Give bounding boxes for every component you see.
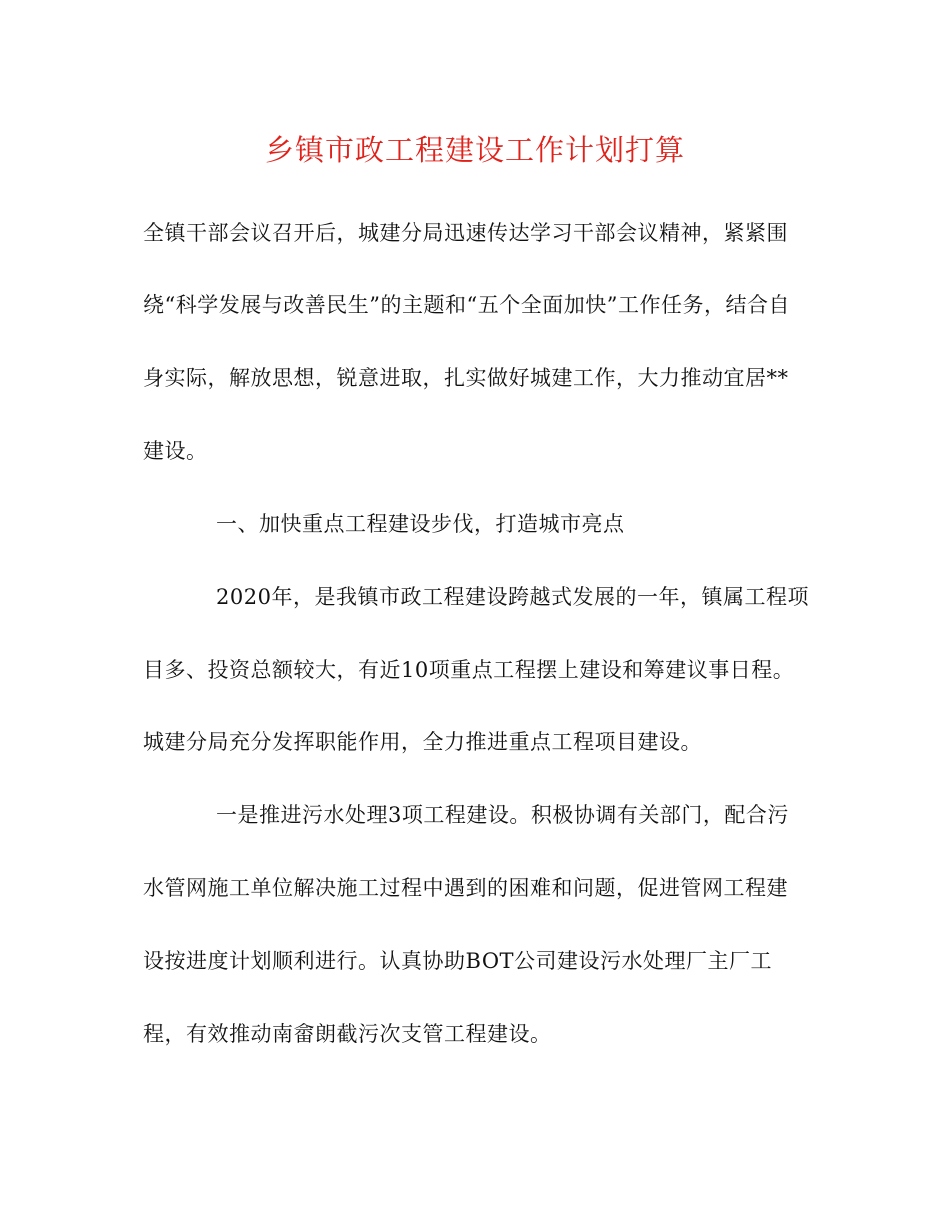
paragraph-line: 绕“科学发展与改善民生”的主题和“五个全面加快”工作任务，结合自 [143, 293, 790, 317]
paragraph-line: 一是推进污水处理3项工程建设。积极协调有关部门，配合污 [216, 803, 789, 827]
paragraph-line: 水管网施工单位解决施工过程中遇到的困难和问题，促进管网工程建 [143, 876, 788, 900]
section-heading: 一、加快重点工程建设步伐，打造城市亮点 [216, 512, 625, 536]
paragraph-line: 目多、投资总额较大，有近10项重点工程摆上建设和筹建议事日程。 [143, 658, 795, 682]
paragraph-line: 身实际，解放思想，锐意进取，扎实做好城建工作，大力推动宜居** [143, 366, 789, 390]
document-title: 乡镇市政工程建设工作计划打算 [264, 133, 685, 167]
paragraph-line: 设按进度计划顺利进行。认真协助BOT公司建设污水处理厂主厂工 [143, 949, 773, 973]
paragraph-line: 2020年，是我镇市政工程建设跨越式发展的一年，镇属工程项 [216, 585, 809, 609]
paragraph-line: 建设。 [143, 439, 208, 463]
paragraph-line: 全镇干部会议召开后，城建分局迅速传达学习干部会议精神，紧紧围 [143, 221, 788, 245]
paragraph-line: 程，有效推动南畲朗截污次支管工程建设。 [143, 1022, 552, 1046]
paragraph-line: 城建分局充分发挥职能作用，全力推进重点工程项目建设。 [143, 730, 702, 754]
